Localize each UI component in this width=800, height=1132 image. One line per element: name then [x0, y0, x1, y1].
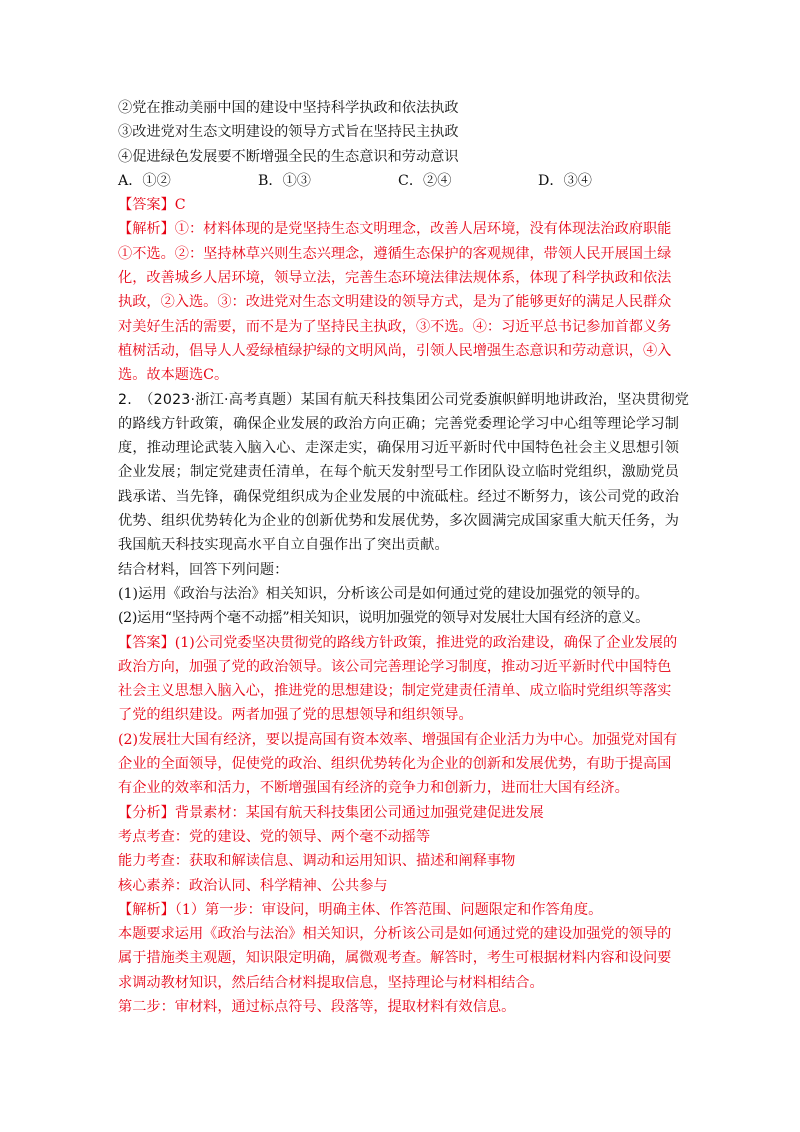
- q2-answer-1: [118, 631, 698, 728]
- q1-analysis: [118, 217, 698, 387]
- material-line: 我国航天科技实现高水平自立自强作出了突出贡献。: [118, 537, 449, 554]
- material-line: 度，推动理论武装入脑入心、走深走实，确保用习近平新时代中国特色社会主义思想引领: [118, 440, 680, 457]
- option-d: D．③④: [538, 172, 592, 189]
- analysis-line: ①不选。②：坚持林草兴则生态兴理念，遵循生态保护的客观规律，带领人民开展国土绿: [118, 245, 672, 262]
- answer-line: 政治方向，加强了党的政治领导。该公司完善理论学习制度，推动习近平新时代中国特色: [118, 658, 672, 675]
- analysis-line: 植树活动，倡导人人爱绿植绿护绿的文明风尚，引领人民增强生态意识和劳动意识，④入: [118, 342, 672, 359]
- q2-material: [118, 388, 698, 558]
- q2-answer-2: [118, 728, 698, 801]
- sub-question-2: (2)运用“坚持两个毫不动摇”相关知识，说明加强党的领导对发展壮大国有经济的意义。: [118, 610, 650, 627]
- jiexi-line: 属于措施类主观题，知识限定明确，属微观考查。解答时，考生可根据材料内容和设问要: [118, 950, 672, 967]
- sub-question-1: (1)运用《政治与法治》相关知识，分析该公司是如何通过党的建设加强党的领导的。: [118, 585, 649, 602]
- fenxi-line: 能力考查：获取和解读信息、调动和运用知识、描述和阐释事物: [118, 853, 516, 870]
- answer-line: 有企业的效率和活力，不断增强国有经济的竞争力和创新力，进而壮大国有经济。: [118, 780, 629, 797]
- answer-line: 社会主义思想入脑入心，推进党的思想建设；制定党建责任清单、成立临时党组织等落实: [118, 683, 672, 700]
- document-page: [118, 96, 698, 1019]
- statement-3: ③改进党对生态文明建设的领导方式旨在坚持民主执政: [118, 124, 459, 141]
- material-line: 践承诺、当先锋，确保党组织成为企业发展的中流砥柱。经过不断努力，该公司党的政治: [118, 488, 680, 505]
- option-b: B．①③: [258, 172, 311, 189]
- jiexi-line: 本题要求运用《政治与法治》相关知识，分析该公司是如何通过党的建设加强党的领导的: [118, 926, 672, 943]
- q2-fenxi: [118, 801, 698, 898]
- jiexi-line: 第二步：审材料，通过标点符号、段落等，提取材料有效信息。: [118, 998, 516, 1015]
- option-c: C．②④: [398, 172, 452, 189]
- answer-line: (2)发展壮大国有经济，要以提高国有资本效率、增强国有企业活力为中心。加强党对国有: [118, 731, 678, 748]
- material-line: 优势、组织优势转化为企业的创新优势和发展优势，多次圆满完成国家重大航天任务，为: [118, 513, 680, 530]
- q2-prompt: 结合材料，回答下列问题：: [118, 561, 289, 578]
- jiexi-line: 【解析】（1）第一步：审设问，明确主体、作答范围、问题限定和作答角度。: [118, 901, 603, 918]
- analysis-line: 执政，②入选。③：改进党对生态文明建设的领导方式，是为了能够更好的满足人民群众: [118, 294, 672, 311]
- answer-line: 了党的组织建设。两者加强了党的思想领导和组织领导。: [118, 707, 473, 724]
- material-line: 企业发展；制定党建责任清单，在每个航天发射型号工作团队设立临时党组织，激励党员: [118, 464, 680, 481]
- answer-line: 【答案】(1)公司党委坚决贯彻党的路线方针政策，推进党的政治建设，确保了企业发展的: [118, 634, 678, 651]
- choice-options: [118, 169, 698, 193]
- q2-jiexi: [118, 898, 698, 1019]
- statement-4: ④促进绿色发展要不断增强全民的生态意识和劳动意识: [118, 148, 459, 165]
- q1-answer: 【答案】C: [118, 197, 186, 214]
- analysis-line: 选。故本题选C。: [118, 367, 229, 384]
- material-line: 2. （2023·浙江·高考真题）某国有航天科技集团公司党委旗帜鲜明地讲政治，坚决贯彻党: [118, 391, 690, 408]
- analysis-line: 【解析】①：材料体现的是党坚持生态文明理念，改善人居环境，没有体现法治政府职能: [118, 221, 672, 238]
- analysis-line: 对美好生活的需要，而不是为了坚持民主执政，③不选。④：习近平总书记参加首都义务: [118, 318, 672, 335]
- material-line: 的路线方针政策，确保企业发展的政治方向正确；完善党委理论学习中心组等理论学习制: [118, 415, 680, 432]
- option-a: A．①②: [118, 172, 171, 189]
- statement-2: ②党在推动美丽中国的建设中坚持科学执政和依法执政: [118, 100, 459, 116]
- answer-line: 企业的全面领导，促使党的政治、组织优势转化为企业的创新和发展优势，有助于提高国: [118, 756, 672, 773]
- analysis-line: 化，改善城乡人居环境，领导立法，完善生态环境法律法规体系，体现了科学执政和依法: [118, 270, 672, 287]
- fenxi-line: 考点考查：党的建设、党的领导、两个毫不动摇等: [118, 828, 431, 845]
- fenxi-line: 核心素养：政治认同、科学精神、公共参与: [118, 877, 388, 894]
- fenxi-line: 【分析】背景素材：某国有航天科技集团公司通过加强党建促进发展: [118, 804, 544, 821]
- jiexi-line: 求调动教材知识，然后结合材料提取信息，坚持理论与材料相结合。: [118, 974, 544, 991]
